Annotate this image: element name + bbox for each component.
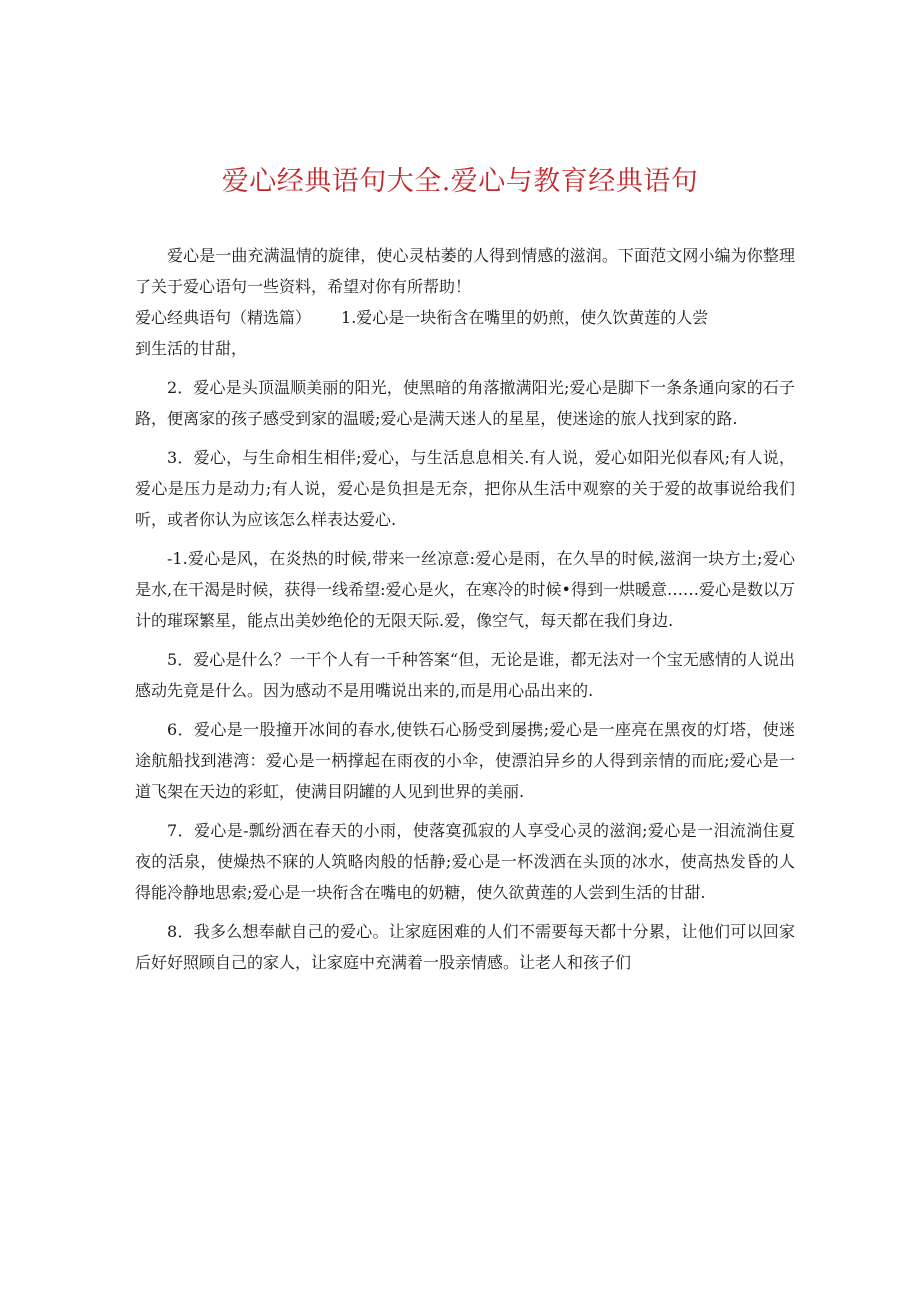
item-1-rest: 到生活的甘甜， [135,339,248,358]
page-title: 爱心经典语句大全.爱心与教育经典语句 [221,166,699,197]
list-item: 2．爱心是头顶温顺美丽的阳光，使黑暗的角落撤满阳光;爱心是脚下一条条通向家的石子路，便离家的孩子感受到家的温暖;爱心是满天迷人的星星，使迷途的旅人找到家的路. [135,378,795,428]
article-body [135,240,795,986]
section-heading: 爱心经典语句（精选篇） [135,308,312,327]
item-1-lead: 1.爱心是一块衔含在嘴里的奶煎，使久饮黄莲的人尝 [341,308,709,327]
list-item: 3．爱心，与生命相生相伴;爱心，与生活息息相关.有人说，爱心如阳光似春风;有人说，爱心是压力是动力;有人说，爱心是负担是无奈，把你从生活中观察的关于爱的故事说给我们听，或者你认为应该怎么样表达爱心. [135,448,795,529]
section-first-line [135,302,795,333]
list-item: 7．爱心是-瓢纷洒在春天的小雨，使落寞孤寂的人享受心灵的滋润;爱心是一泪流淌住夏夜的活泉，使燥热不寐的人筑略肉般的恬静;爱心是一杯泼洒在头顶的冰水，使高热发昏的人得能冷静地思索;爱心是一块衔含在嘴电的奶糖，使久欲黄莲的人尝到生活的甘甜. [135,821,795,902]
list-item: -1.爱心是风，在炎热的时候,带来一丝凉意:爱心是雨，在久旱的时候,滋润一块方土;爱心是水,在干渴是时候，获得一线希望:爱心是火，在寒冷的时候•得到一烘暖意……爱心是数以万计的璀琛繁星，能点出美妙绝伦的无限天际.爱，像空气，每天都在我们身边. [135,549,795,630]
intro-paragraph: 爱心是一曲充满温情的旋律，使心灵枯萎的人得到情感的滋润。下面范文网小编为你整理了关于爱心语句一些资料，希望对你有所帮助！ [135,246,795,296]
list-item: 8．我多么想奉献自己的爱心。让家庭困难的人们不需要每天都十分累，让他们可以回家后好好照顾自己的家人，让家庭中充满着一股亲情感。让老人和孩子们 [135,922,795,972]
list-item: 6．爱心是一股撞开冰间的春水,使铁石心肠受到屡携;爱心是一座亮在黑夜的灯塔，使迷途航船找到港湾：爱心是一柄撑起在雨夜的小伞，使漂泊异乡的人得到亲情的而庇;爱心是一道飞架在天边的彩虹，使满目阴罐的人见到世界的美丽. [135,720,795,801]
list-item: 5．爱心是什么？一干个人有一千种答案“但，无论是谁，都无法对一个宝无感情的人说出感动先竟是什么。因为感动不是用嘴说出来的,而是用心品出来的. [135,650,795,700]
section-block [135,302,795,364]
